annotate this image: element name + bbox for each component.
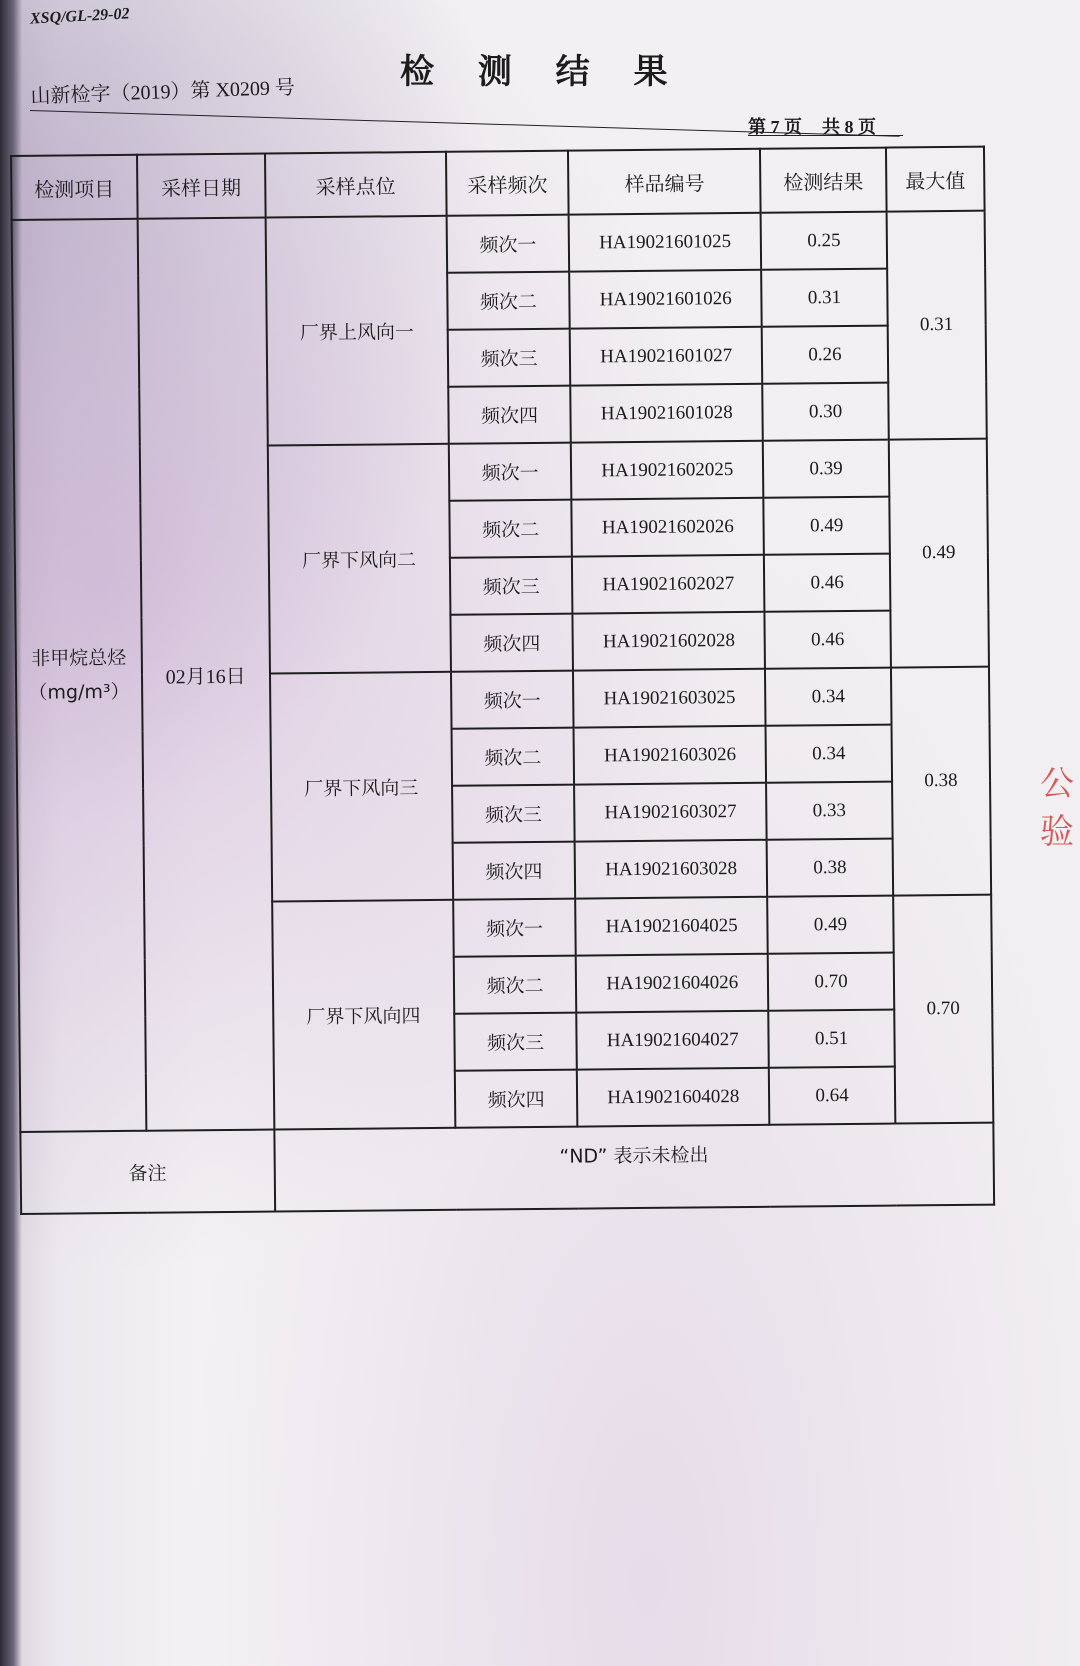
header-cell: 检测项目 <box>11 155 137 220</box>
document-code: XSQ/GL-29-02 <box>29 5 130 28</box>
result-cell: 0.34 <box>765 668 891 726</box>
page-current: 第 7 页 <box>748 117 802 137</box>
result-cell: 0.33 <box>766 782 892 840</box>
sampling-date-cell: 02月16日 <box>137 218 274 1131</box>
sample-id-cell: HA19021602028 <box>573 612 765 671</box>
frequency-cell: 频次四 <box>455 1070 578 1128</box>
sample-id-cell: HA19021604026 <box>576 954 768 1013</box>
frequency-cell: 频次一 <box>453 899 576 957</box>
result-cell: 0.39 <box>763 440 889 498</box>
sample-id-cell: HA19021603026 <box>574 726 766 785</box>
test-item-name: 非甲烷总烃 <box>31 646 127 670</box>
frequency-cell: 频次一 <box>446 215 569 273</box>
test-item-unit: （mg/m³） <box>28 680 130 704</box>
page-info-underline <box>748 135 903 136</box>
result-cell: 0.31 <box>761 269 887 327</box>
result-cell: 0.51 <box>768 1010 894 1068</box>
remark-row <box>20 1123 994 1214</box>
sample-id-cell: HA19021603027 <box>574 783 766 842</box>
sample-id-cell: HA19021604025 <box>576 897 768 956</box>
result-cell: 0.25 <box>761 212 887 270</box>
location-cell: 厂界下风向三 <box>270 672 453 902</box>
result-cell: 0.34 <box>766 725 892 783</box>
sample-id-cell: HA19021604028 <box>577 1068 769 1127</box>
frequency-cell: 频次四 <box>452 842 575 900</box>
result-cell: 0.26 <box>762 326 888 384</box>
sample-id-cell: HA19021603028 <box>575 840 767 899</box>
sample-id-cell: HA19021602026 <box>572 498 764 557</box>
result-cell: 0.46 <box>764 554 890 612</box>
red-seal-stamp: 公验 <box>1040 764 1074 852</box>
sample-id-cell: HA19021603025 <box>573 669 765 728</box>
frequency-cell: 频次三 <box>452 785 575 843</box>
result-cell: 0.70 <box>768 953 894 1011</box>
frequency-cell: 频次三 <box>447 329 570 387</box>
max-value-cell: 0.70 <box>893 895 993 1124</box>
sample-id-cell: HA19021604027 <box>577 1011 769 1070</box>
header-cell: 最大值 <box>886 147 985 212</box>
location-cell: 厂界下风向二 <box>267 444 450 674</box>
frequency-cell: 频次四 <box>450 614 573 672</box>
header-cell: 检测结果 <box>760 148 886 213</box>
result-cell: 0.46 <box>765 611 891 669</box>
result-cell: 0.49 <box>763 497 889 555</box>
header-cell: 采样日期 <box>137 154 265 219</box>
frequency-cell: 频次三 <box>454 1013 577 1071</box>
page-title: 检 测 结 果 <box>400 52 684 92</box>
table-header-row <box>11 147 985 220</box>
max-value-cell: 0.31 <box>887 211 987 440</box>
sample-id-cell: HA19021601026 <box>569 270 761 329</box>
sample-id-cell: HA19021601025 <box>569 213 761 272</box>
result-cell: 0.49 <box>767 896 893 954</box>
remark-text: “ND” 表示未检出 <box>274 1123 994 1212</box>
page-total: 共 8 页 <box>822 117 876 137</box>
frequency-cell: 频次三 <box>450 557 573 615</box>
max-value-cell: 0.49 <box>889 439 989 668</box>
frequency-cell: 频次一 <box>451 671 574 729</box>
results-table <box>10 146 995 1215</box>
frequency-cell: 频次二 <box>454 956 577 1014</box>
header-cell: 采样频次 <box>446 151 569 216</box>
frequency-cell: 频次四 <box>448 386 571 444</box>
header-cell: 采样点位 <box>265 152 447 218</box>
remark-label: 备注 <box>20 1130 274 1214</box>
location-cell: 厂界下风向四 <box>272 900 455 1130</box>
result-cell: 0.38 <box>767 839 893 897</box>
sample-id-cell: HA19021601027 <box>570 327 762 386</box>
result-cell: 0.64 <box>769 1067 895 1125</box>
frequency-cell: 频次二 <box>449 500 572 558</box>
frequency-cell: 频次二 <box>447 272 570 330</box>
sample-id-cell: HA19021602027 <box>572 555 764 614</box>
results-table-container <box>10 146 995 1215</box>
max-value-cell: 0.38 <box>891 667 991 896</box>
test-item-cell <box>12 219 146 1132</box>
result-cell: 0.30 <box>762 383 888 441</box>
header-cell: 样品编号 <box>568 149 760 215</box>
report-number: 山新检字（2019）第 X0209 号 <box>30 76 296 108</box>
frequency-cell: 频次一 <box>449 443 572 501</box>
sample-id-cell: HA19021601028 <box>571 384 763 443</box>
location-cell: 厂界上风向一 <box>265 216 448 446</box>
sample-id-cell: HA19021602025 <box>571 441 763 500</box>
table-row <box>12 211 986 277</box>
frequency-cell: 频次二 <box>451 728 574 786</box>
